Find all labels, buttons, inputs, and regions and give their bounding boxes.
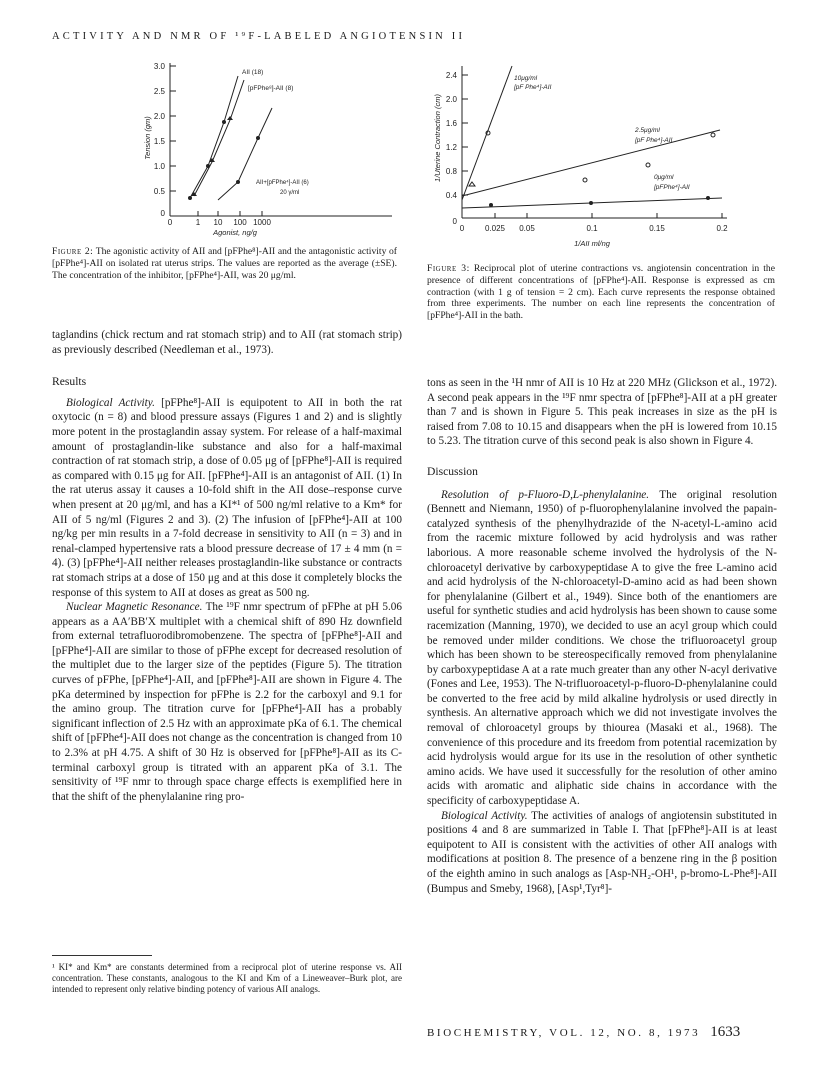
fig2-ytick: 2.0	[153, 112, 165, 121]
fig2-ytick: 3.0	[153, 62, 165, 71]
fig3-ytick: 2.4	[445, 71, 457, 80]
fig3-line-label: [pF Phe⁴]-AII	[635, 137, 673, 144]
right-column	[427, 376, 777, 896]
nmr-text: The ¹⁹F nmr spectrum of pFPhe at pH 5.06 appears as a AA′BB′X multiplet with a chemical shift of 890 Hz downfield from external tetrafluorodibromobenzene. The spectra of [pFPhe⁸]-AII and [pFPhe⁴]-AII are similar to those of pFPhe except for decreased resolution of the multiplet due to the larger size of the peptides (Figure 5). The titration curves of pFPhe, [pFPhe⁴]-AII, and [pFPhe⁸]-AII are shown in Figure 4. The pKa determined by inspection for pFPhe is 2.2 for the carboxyl and 9.1 for the amino group. The titration curve for [pFPhe⁴]-AII has a probably significant inflection of 2.5 Hz with an approximate pKa of 6.1. The chemical shift of [pFPhe⁴]-AII does not change as the concentration is changed from 10 to 2.3% at pH 4.75. A shift of 30 Hz is observed for [pFPhe⁸]-AII as its C-terminal carboxyl group is titrated with an apparent pKa of 3.1. The sensitivity of ¹⁹F nmr to through space charge effects is exemplified here in that the shift of the phenylalanine ring pro-	[52, 601, 402, 803]
fig3-xtick: 0.1	[586, 224, 598, 233]
fig3-line-label: 2.5μg/ml	[635, 127, 660, 134]
fig2-ytick: 0.5	[153, 187, 165, 196]
fig2-ytick: 0	[160, 209, 165, 218]
fig3-line-label: [pF Phe⁴]-AII	[514, 84, 552, 91]
results-nmr-paragraph	[52, 600, 402, 804]
fig2-ytick: 1.5	[153, 137, 165, 146]
discussion-resolution-paragraph	[427, 488, 777, 809]
fig3-ytick: 0.8	[445, 167, 457, 176]
resolution-text: The original resolution (Bennett and Niemann, 1950) of p-fluorophenylalanine involved the papain-catalyzed synthesis of the phenylhydrazide of the N-acetyl-L-amino acid from the racemic mixture followed by acid hydrolysis and was rather laborious. A more reasonable scheme involved the hydrolysis of the N-chloroacetyl derivative by carboxypeptidase A to give the free L-amino acid and acid hydrolysis of the N-chloroacetyl-D-amino acid as had been shown for phenylalanine (Gilbert et al., 1949). Since both of the enantiomers are useful for synthetic studies and acid hydrolysis has been shown to cause some racemization (Manning, 1970), we decided to use an acyl group which could be removed under milder conditions. We chose the trifluoroacetyl group which has been shown to be stereospecifically removed from phenylalanine by carboxypeptidase A at a rate much greater than any other N-acyl derivative (Fones and Lee, 1953). The N-trifluoroacetyl-p-fluoro-D-phenylalanine could be converted to the free acid by mild alkaline hydrolysis or used directly in synthesis. An alternative approach which we did not investigate involves the removal of chloroacetyl groups by thiourea (Masaki et al., 1968). The convenience of this procedure and its freedom from potential racemization by acid hydrolysis would argue for its use in the resolution of other synthetic amino acids. We have used it successfully for the resolution of other amino acids with aromatic and aliphatic side chains in accordance with the specificity of carboxypeptidase A.	[427, 488, 777, 808]
footnote-rule	[52, 955, 152, 956]
fig2-ytick: 1.0	[153, 162, 165, 171]
discussion-bio-text: The activities of analogs of angiotensin substituted in positions 4 and 8 are summarized in Table I. That [pFPhe⁸]-AII is at least equipotent to AII is consistent with the activities of other AII analogs with modifications at position 8. The presence of a benzene ring in the β position of the eighth amino in such analogs as [Asp-NH₂-OH¹, p-bromo-L-Phe⁸]-AII (Bumpus and Smeby, 1968), [Asp¹,Tyr⁸]-	[427, 809, 778, 895]
results-biological-paragraph	[52, 396, 402, 600]
page-footer	[427, 1024, 740, 1041]
discussion-biological-paragraph	[427, 809, 777, 897]
fig2-curve-label: AII+[pFPhe⁴]-AII (6)	[256, 180, 309, 186]
fig3-xtick: 0	[459, 224, 465, 233]
left-column	[52, 328, 402, 804]
fig2-xtick: 100	[233, 218, 247, 227]
results-heading: Results	[52, 375, 87, 389]
fig2-xtick: 10	[213, 218, 223, 227]
fig3-caption-text: Reciprocal plot of uterine contractions vs. angiotensin concentration in the presence of different concentrations of [pFPhe⁴]-AII. Response is expressed as cm contraction (with 1 g of tension = 2 cm). Each curve represents the response obtained from three experiments. The number on each line represents the concentration of [pFPhe⁴]-AII in the bath.	[427, 263, 775, 322]
fig3-ytick: 0	[452, 217, 457, 226]
fig3-xtick: 0.05	[519, 224, 535, 233]
footnote: ¹ KI* and Km* are constants determined from a reciprocal plot of uterine response vs. AII concentration. These constants, analogous to the KI and Km of a Lineweaver–Burk plot, are intended to represent only relative binding potency of various AII analogs.	[52, 962, 402, 994]
fig3-xtick: 0.2	[716, 224, 728, 233]
fig2-xtick: 1000	[253, 218, 271, 227]
fig2-caption-label: Figure 2:	[52, 246, 94, 257]
bio-text: [pFPhe⁸]-AII is equipotent to AII in both the rat oxytocic (n = 8) and blood pressure assays (Figures 1 and 2) and is slightly more potent in the prostaglandin assay system. For release of a half-maximal amount of prostaglandin-like substance and also for a half-maximal contraction of rat stomach strip, a dose of 0.05 μg of [pFPhe⁸]-AII is required as compared with 0.15 μg for AII. [pFPhe⁴]-AII is an antagonist of AII. (1) In the rat uterus assay it causes a 10-fold shift in the AII dose–response curve when present at 20 μg/ml, and has a KI*¹ of 500 ng/ml relative to a Km* for AII of 5 ng/ml (Figures 2 and 3). (2) The infusion of [pFPhe⁴]-AII at 100 ng/kg per min results in a 7-fold decrease in sensitivity to AII (n = 3) and in renal-clamped hypertensive rats a blood pressure decrease of 17 ± 4 mm (n = 4). (3) [pFPhe⁴]-AII neither releases prostaglandin-like substance or contracts rat stomach strips at a dose of 150 μg and at this dose it completely blocks the response of this system to AII at doses as great as 500 ng.	[52, 396, 402, 599]
fig2-xtick: 0	[167, 218, 173, 227]
figure-2-plot	[140, 58, 410, 243]
figure-3-caption	[427, 263, 775, 322]
figure-3-plot	[422, 58, 732, 258]
fig2-xtick: 1	[195, 218, 201, 227]
fig2-ytick: 2.5	[153, 87, 165, 96]
discussion-heading: Discussion	[427, 464, 478, 478]
fig3-y-label: 1/Uterine Contraction (cm)	[433, 94, 442, 182]
fig2-y-label: Tension (gm)	[143, 116, 152, 160]
fig3-xtick: 0.15	[649, 224, 665, 233]
left-intro-paragraph: taglandins (chick rectum and rat stomach strip) and to AII (rat stomach strip) as previously described (Needleman et al., 1973).	[52, 329, 402, 356]
fig3-caption-label: Figure 3:	[427, 263, 470, 274]
fig3-line-label: 0μg/ml	[654, 174, 674, 181]
fig3-xtick: 0.025	[484, 224, 506, 233]
fig2-caption-text: The agonistic activity of AII and [pFPhe⁸]-AII and the antagonistic activity of [pFPhe⁴]-AII on isolated rat uterus strips. The values are reported as the average (±SE). The concentration of the inhibitor, [pFPhe⁴]-AII, was 20 μg/ml.	[52, 246, 397, 281]
page-number: 1633	[710, 1024, 741, 1040]
fig3-line-label: [pFPhe⁴]-AII	[654, 184, 690, 191]
fig3-ytick: 1.2	[445, 143, 457, 152]
right-intro-paragraph: tons as seen in the ¹H nmr of AII is 10 Hz at 220 MHz (Glickson et al., 1972). A second peak appears in the ¹⁹F nmr spectra of [pFPhe⁸]-AII at a pH greater than 7 and is shown in Figure 5. This peak increases in size as the pH is raised from 7.08 to 10.15 and disappears when the pH is lowered from 10.15 to 5.23. The titration curve of this second peak is also shown in Figure 4.	[427, 377, 777, 448]
fig2-x-label: Agonist, ng/g	[213, 228, 257, 237]
fig2-curve-label: [pFPhe⁸]-AII (8)	[248, 85, 294, 92]
journal-citation: BIOCHEMISTRY, VOL. 12, NO. 8, 1973	[427, 1027, 701, 1039]
resolution-run-in: Resolution of p-Fluoro-D,L-phenylalanine.	[441, 488, 650, 501]
fig3-ytick: 1.6	[445, 119, 457, 128]
fig3-line-label: 10μg/ml	[514, 75, 538, 82]
fig2-curve-label: AII (18)	[242, 69, 264, 76]
fig3-ytick: 2.0	[445, 95, 457, 104]
fig2-curve-label: 20 γ/ml	[280, 190, 300, 196]
discussion-bio-run-in: Biological Activity.	[441, 809, 528, 822]
bio-run-in: Biological Activity.	[66, 396, 155, 409]
fig3-ytick: 0.4	[445, 191, 457, 200]
nmr-run-in: Nuclear Magnetic Resonance.	[66, 601, 203, 614]
running-header: ACTIVITY AND NMR OF ¹⁹F-LABELED ANGIOTENSIN II	[52, 31, 466, 42]
figure-2-caption	[52, 246, 397, 281]
fig3-x-label: 1/AII ml/ng	[574, 239, 610, 248]
